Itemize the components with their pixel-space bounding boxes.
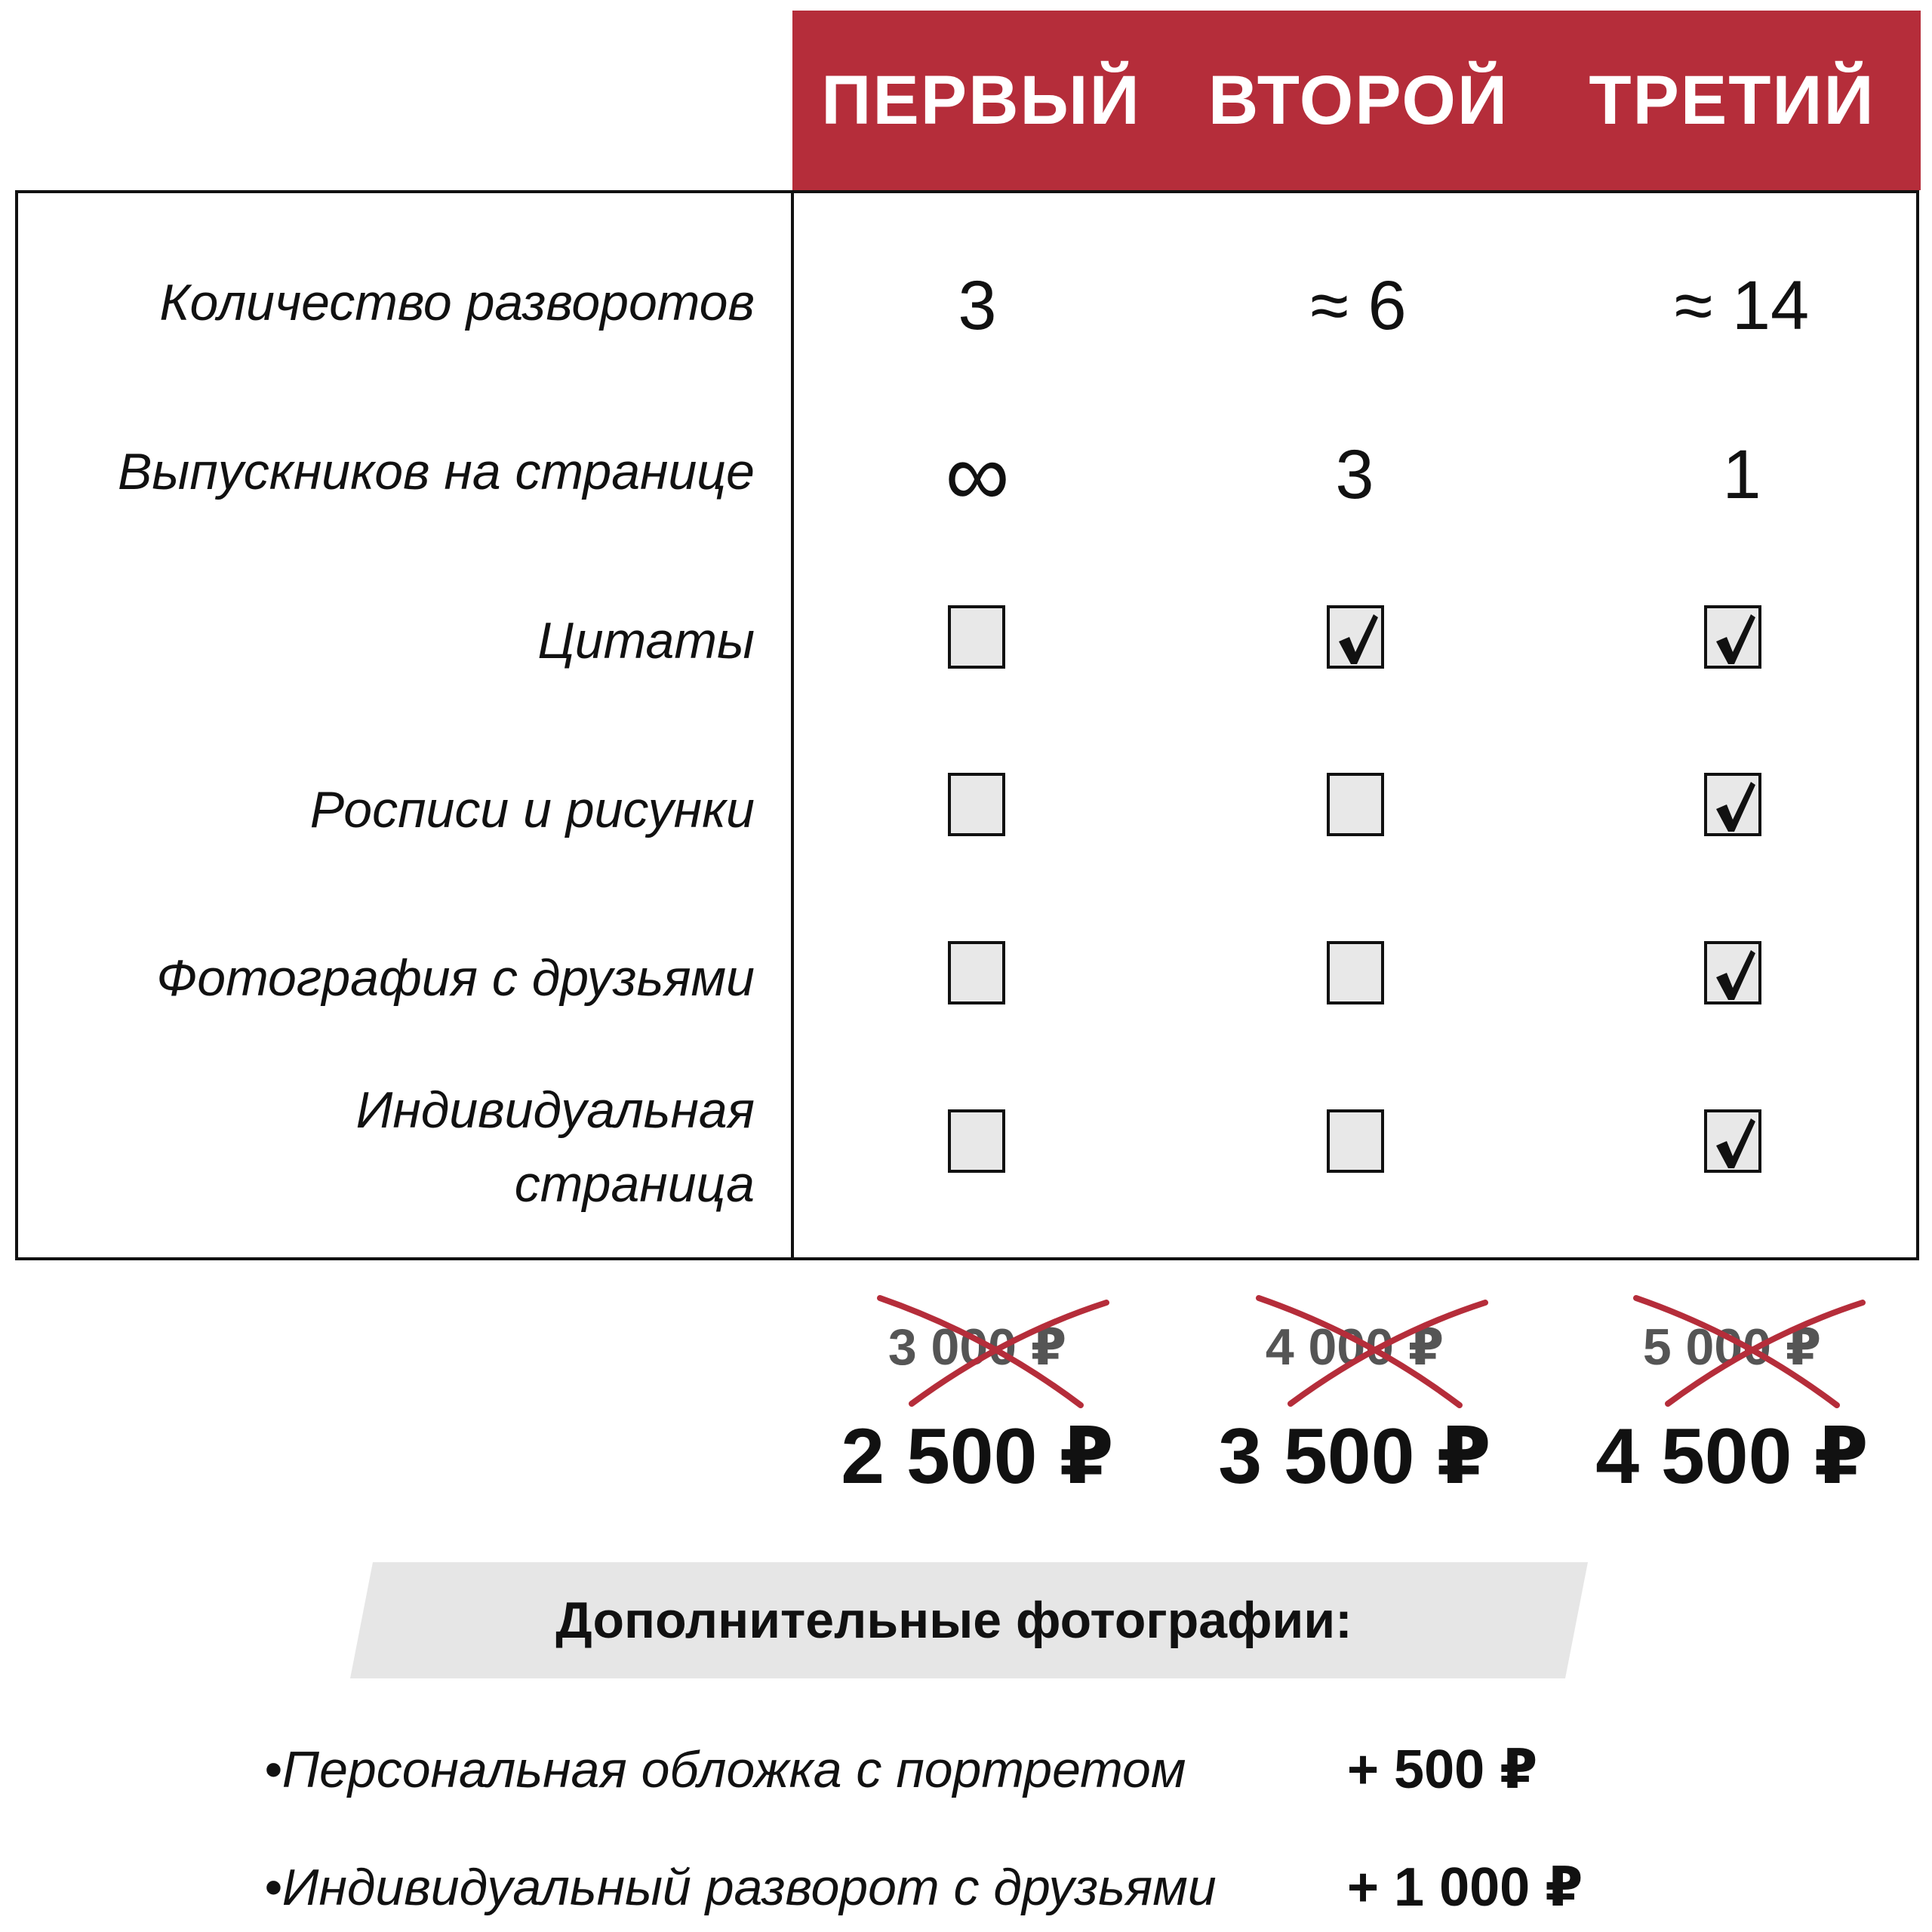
row-label-quotes: Цитаты: [537, 612, 755, 669]
checkmark-icon: [1333, 610, 1383, 667]
extra-price-spread: + 1 000 ₽: [1347, 1857, 1583, 1918]
column-header-first: ПЕРВЫЙ: [821, 62, 1141, 139]
row-label-friends-photo: Фотография с друзьями: [156, 949, 755, 1007]
spreads-value-third: ≈ 14: [1674, 267, 1810, 344]
row-label-graduates: Выпускников на странице: [117, 443, 755, 500]
row-label-spreads: Количество разворотов: [159, 274, 755, 331]
price-strike-second: [1254, 1291, 1496, 1411]
price-strike-first: [875, 1291, 1117, 1411]
quotes-checkbox-second: [1327, 605, 1384, 669]
spreads-value-first: 3: [958, 267, 997, 344]
friends-photo-checkbox-second: [1327, 941, 1384, 1004]
extra-item-cover: •Персональная обложка с портретом: [264, 1741, 1186, 1798]
autographs-checkbox-first: [948, 773, 1005, 836]
row-label-individual-page-line1: Индивидуальная: [355, 1081, 755, 1139]
extra-price-cover: + 500 ₽: [1347, 1740, 1538, 1800]
individual-page-checkbox-second: [1327, 1109, 1384, 1173]
friends-photo-checkbox-first: [948, 941, 1005, 1004]
row-label-autographs: Росписи и рисунки: [309, 781, 755, 838]
column-header-second: ВТОРОЙ: [1208, 62, 1509, 139]
autographs-checkbox-second: [1327, 773, 1384, 836]
graduates-value-third: 1: [1722, 436, 1761, 513]
checkmark-icon: [1710, 610, 1760, 667]
price-strike-third: [1632, 1291, 1873, 1411]
checkmark-icon: [1710, 1114, 1760, 1171]
quotes-checkbox-third: [1704, 605, 1761, 669]
spreads-value-second: ≈ 6: [1310, 267, 1407, 344]
new-price-second: 3 500 ₽: [1218, 1413, 1491, 1500]
column-header-third: ТРЕТИЙ: [1589, 62, 1875, 139]
new-price-third: 4 500 ₽: [1595, 1413, 1869, 1500]
checkmark-icon: [1710, 946, 1760, 1003]
old-price-second: 4 000 ₽: [1265, 1318, 1444, 1376]
new-price-first: 2 500 ₽: [841, 1413, 1114, 1500]
old-price-first: 3 000 ₽: [888, 1318, 1067, 1376]
friends-photo-checkbox-third: [1704, 941, 1761, 1004]
checkmark-icon: [1710, 777, 1760, 835]
extras-title: Дополнительные фотографии:: [555, 1592, 1352, 1649]
row-label-individual-page-line2: страница: [514, 1155, 755, 1213]
individual-page-checkbox-third: [1704, 1109, 1761, 1173]
graduates-value-first: ∞: [945, 424, 1010, 525]
quotes-checkbox-first: [948, 605, 1005, 669]
old-price-third: 5 000 ₽: [1642, 1318, 1822, 1376]
graduates-value-second: 3: [1335, 436, 1374, 513]
autographs-checkbox-third: [1704, 773, 1761, 836]
individual-page-checkbox-first: [948, 1109, 1005, 1173]
extra-item-spread: •Индивидуальный разворот с друзьями: [264, 1859, 1217, 1916]
